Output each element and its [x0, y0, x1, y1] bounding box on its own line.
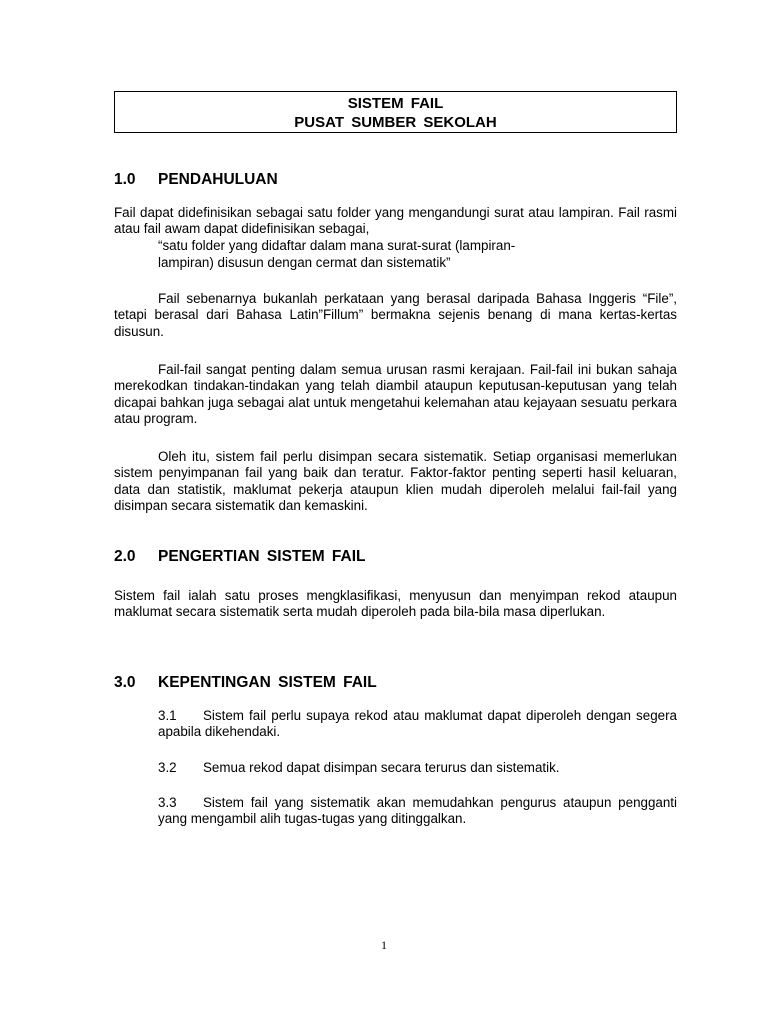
- section-1-quote-line-2: lampiran) disusun dengan cermat dan sistematik”: [158, 255, 451, 270]
- section-1-quote-line-1: “satu folder yang didaftar dalam mana surat-surat (lampiran-: [158, 238, 516, 253]
- section-3-title: KEPENTINGAN SISTEM FAIL: [158, 674, 377, 691]
- section-3-item-1: [158, 708, 677, 741]
- section-2-title: PENGERTIAN SISTEM FAIL: [158, 548, 366, 565]
- section-1-heading: [114, 170, 278, 190]
- section-3-item-3: [158, 795, 677, 828]
- section-1-paragraph-2: Fail-fail sangat penting dalam semua urusan rasmi kerajaan. Fail-fail ini bukan sahaja merekodkan tindakan-tindakan yang telah diambil ataupun keputusan-keputusan yang telah dicapai bahkan juga sebagai alat untuk mengetahui kelemahan atau kejayaan sesuatu perkara atau program.: [114, 362, 677, 427]
- item-text: Semua rekod dapat disimpan secara terurus dan sistematik.: [203, 760, 560, 775]
- section-1-paragraph-3: Oleh itu, sistem fail perlu disimpan secara sistematik. Setiap organisasi memerlukan sistem penyimpanan fail yang baik dan teratur. Faktor-faktor penting seperti hasil keluaran, data dan statistik, maklumat pekerja ataupun klien mudah diperoleh melalui fail-fail yang disimpan secara sistematik dan kemaskini.: [114, 449, 677, 514]
- page-number: 1: [381, 938, 387, 952]
- section-3-item-2: [158, 760, 677, 776]
- section-2-number: 2.0: [114, 548, 136, 565]
- section-3-heading: [114, 673, 377, 693]
- item-number: 3.3: [158, 795, 177, 810]
- item-number: 3.1: [158, 708, 177, 723]
- item-number: 3.2: [158, 760, 177, 775]
- section-1-paragraph-1: Fail sebenarnya bukanlah perkataan yang berasal daripada Bahasa Inggeris “File”, tetapi berasal dari Bahasa Latin”Fillum” bermakna sejenis benang di mana kertas-kertas disusun.: [114, 291, 677, 339]
- section-2-heading: [114, 547, 366, 567]
- section-2-paragraph: Sistem fail ialah satu proses mengklasifikasi, menyusun dan menyimpan rekod ataupun maklumat secara sistematik serta mudah diperoleh pada bila-bila masa diperlukan.: [114, 588, 677, 620]
- section-1-title: PENDAHULUAN: [158, 171, 278, 188]
- section-1-intro: Fail dapat didefinisikan sebagai satu folder yang mengandungi surat atau lampiran. Fail rasmi atau fail awam dapat didefinisikan sebagai,: [114, 205, 677, 237]
- section-3-number: 3.0: [114, 674, 136, 691]
- title-line-1: SISTEM FAIL: [347, 95, 444, 112]
- item-text: Sistem fail perlu supaya rekod atau maklumat dapat diperoleh dengan segera apabila dikehendaki.: [158, 708, 677, 740]
- title-box: [114, 91, 677, 133]
- title-line-2: PUSAT SUMBER SEKOLAH: [294, 114, 497, 131]
- item-text: Sistem fail yang sistematik akan memudahkan pengurus ataupun pengganti yang mengambil alih tugas-tugas yang ditinggalkan.: [158, 795, 677, 827]
- section-1-number: 1.0: [114, 171, 136, 188]
